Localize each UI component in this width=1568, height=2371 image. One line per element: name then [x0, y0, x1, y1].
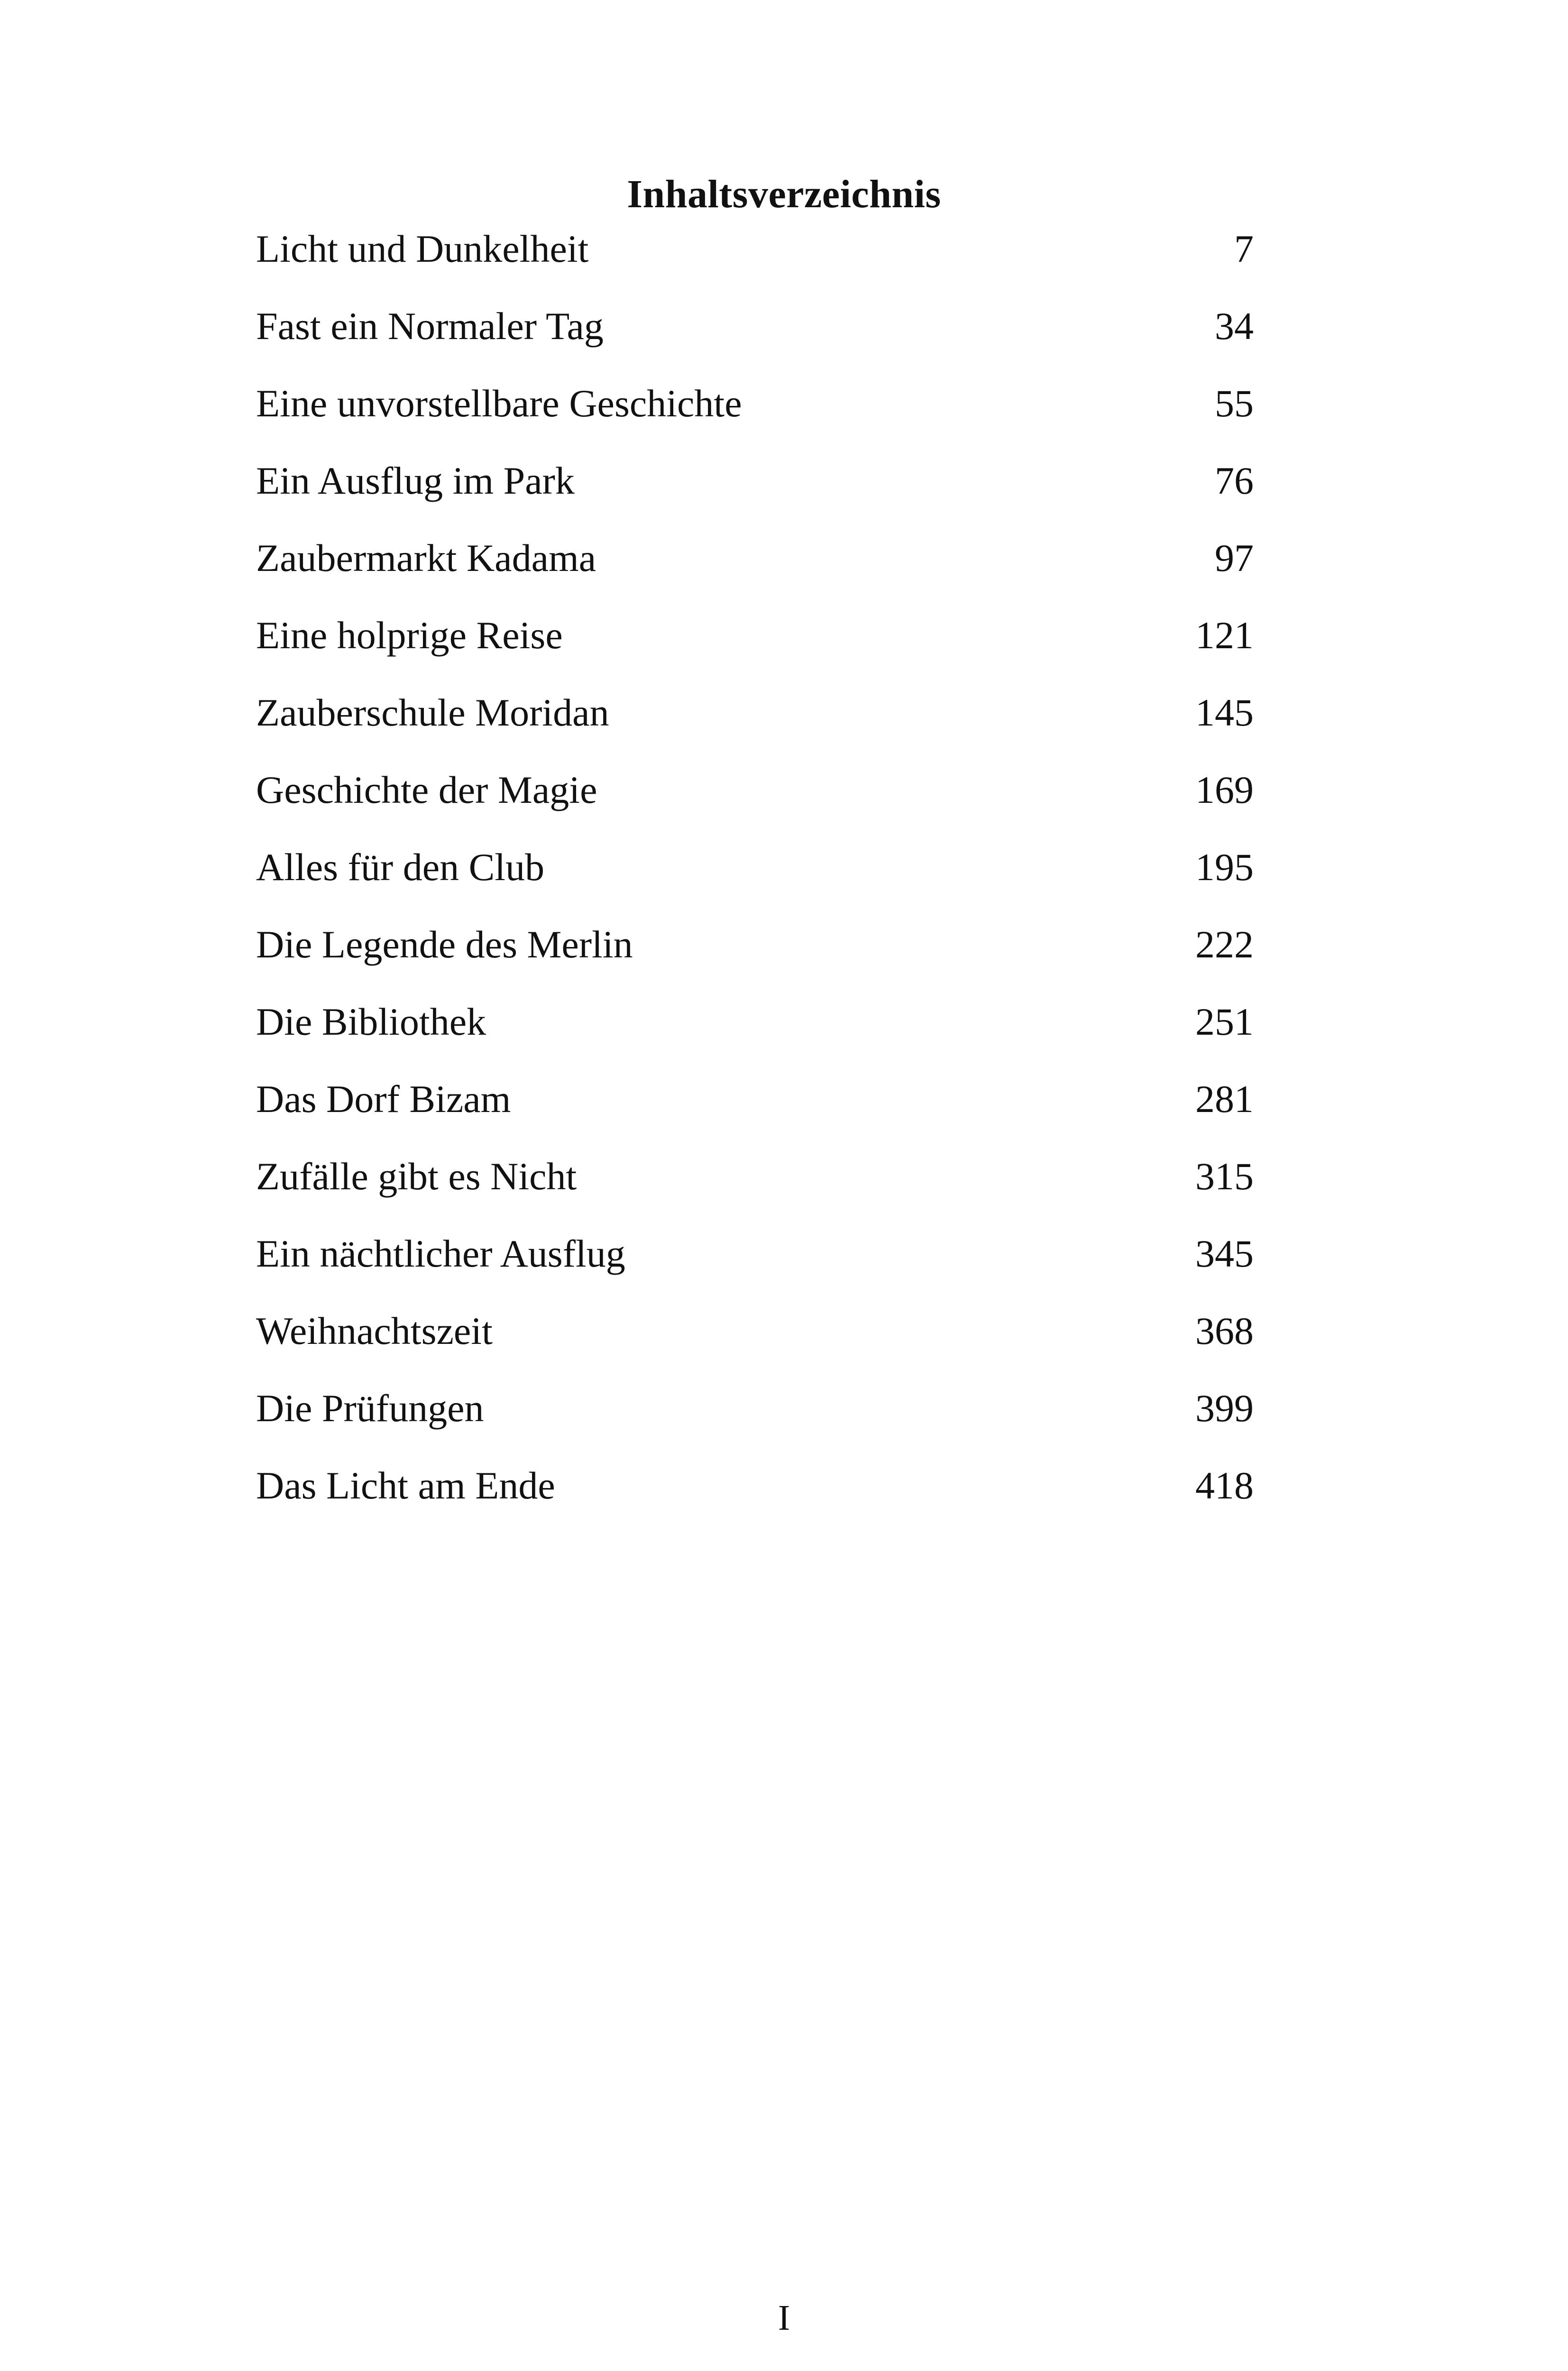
- toc-entry: [256, 844, 1254, 921]
- toc-page-number: 399: [1195, 1387, 1254, 1430]
- toc-page-number: 281: [1195, 1077, 1254, 1121]
- toc-page-number: 55: [1215, 382, 1254, 425]
- toc-title: Inhaltsverzeichnis: [627, 172, 941, 216]
- toc-entry: [256, 534, 1254, 612]
- toc-chapter-title: Zufälle gibt es Nicht: [256, 1155, 577, 1198]
- toc-list: [256, 225, 1254, 1539]
- toc-chapter-title: Die Prüfungen: [256, 1387, 484, 1430]
- toc-page-number: 345: [1195, 1232, 1254, 1275]
- toc-entry: [256, 998, 1254, 1075]
- toc-chapter-title: Eine unvorstellbare Geschichte: [256, 382, 742, 425]
- toc-page-number: 222: [1195, 923, 1254, 966]
- toc-page-number: 7: [1234, 227, 1254, 270]
- toc-entry: [256, 457, 1254, 534]
- toc-chapter-title: Das Licht am Ende: [256, 1464, 555, 1507]
- toc-chapter-title: Ein Ausflug im Park: [256, 459, 575, 502]
- toc-entry: [256, 303, 1254, 380]
- toc-chapter-title: Fast ein Normaler Tag: [256, 304, 604, 348]
- toc-entry: [256, 1462, 1254, 1539]
- toc-page-number: 195: [1195, 845, 1254, 889]
- toc-page-number: 418: [1195, 1464, 1254, 1507]
- toc-entry: [256, 1230, 1254, 1307]
- toc-page-number: 315: [1195, 1155, 1254, 1198]
- toc-entry: [256, 1153, 1254, 1230]
- toc-page-number: 76: [1215, 459, 1254, 502]
- toc-entry: [256, 1075, 1254, 1153]
- toc-entry: [256, 225, 1254, 303]
- toc-entry: [256, 1385, 1254, 1462]
- toc-chapter-title: Die Legende des Merlin: [256, 923, 633, 966]
- toc-page-number: 121: [1195, 614, 1254, 657]
- toc-chapter-title: Eine holprige Reise: [256, 614, 563, 657]
- toc-page-number: 251: [1195, 1000, 1254, 1043]
- toc-chapter-title: Ein nächtlicher Ausflug: [256, 1232, 625, 1275]
- toc-page-number: 169: [1195, 768, 1254, 811]
- toc-chapter-title: Weihnachtszeit: [256, 1309, 493, 1352]
- toc-entry: [256, 380, 1254, 457]
- toc-entry: [256, 1307, 1254, 1385]
- toc-page-number: 145: [1195, 691, 1254, 734]
- toc-entry: [256, 921, 1254, 998]
- toc-page-number: 34: [1215, 304, 1254, 348]
- toc-page-number: 97: [1215, 536, 1254, 579]
- toc-chapter-title: Alles für den Club: [256, 845, 545, 889]
- toc-entry: [256, 689, 1254, 766]
- toc-chapter-title: Die Bibliothek: [256, 1000, 486, 1043]
- toc-chapter-title: Das Dorf Bizam: [256, 1077, 511, 1121]
- toc-entry: [256, 612, 1254, 689]
- toc-chapter-title: Geschichte der Magie: [256, 768, 597, 811]
- toc-chapter-title: Licht und Dunkelheit: [256, 227, 589, 270]
- toc-chapter-title: Zaubermarkt Kadama: [256, 536, 596, 579]
- page-number: I: [778, 2298, 790, 2338]
- toc-entry: [256, 766, 1254, 844]
- toc-chapter-title: Zauberschule Moridan: [256, 691, 609, 734]
- toc-page-number: 368: [1195, 1309, 1254, 1352]
